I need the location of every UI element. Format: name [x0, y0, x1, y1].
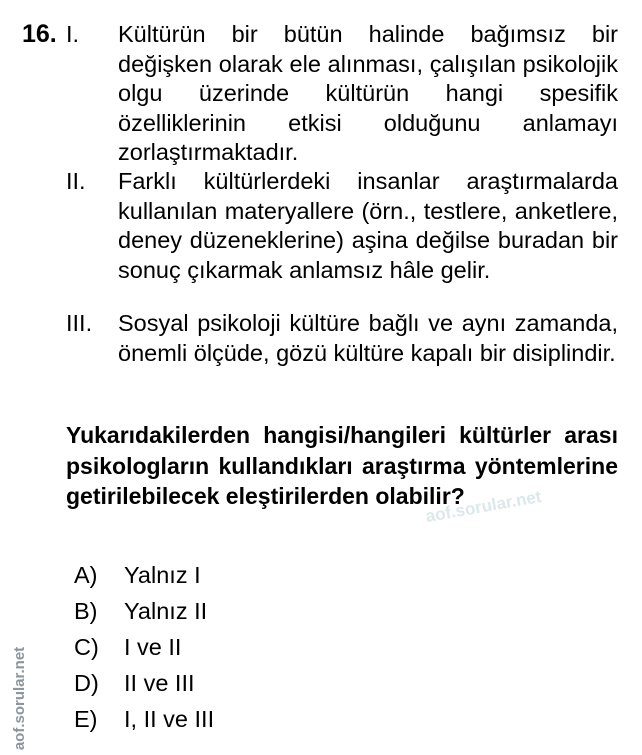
side-watermark: aof.sorular.net — [11, 646, 29, 751]
statement-3-numeral: III. — [66, 310, 93, 336]
option-b-letter: B) — [74, 598, 98, 624]
option-c[interactable] — [74, 632, 181, 662]
question-stem: Yukarıdakilerden hangisi/hangileri kültürler arası psikologların kullandıkları araştırma yöntemlerine getirilebilecek eleştirilerden olabilir? — [66, 422, 618, 509]
statement-1-numeral: I. — [66, 21, 80, 47]
option-c-text: I ve II — [124, 634, 182, 660]
option-d[interactable] — [74, 668, 195, 698]
statement-2 — [66, 167, 618, 285]
option-c-letter: C) — [74, 634, 99, 660]
option-d-text: II ve III — [124, 670, 195, 696]
center-watermark: aof.sorular.net — [424, 486, 543, 527]
statement-3-text: Sosyal psikoloji kültüre bağlı ve aynı zamanda, önemli ölçüde, gözü kültüre kapalı bir disiplindir. — [118, 310, 618, 366]
option-e[interactable] — [74, 704, 214, 734]
statement-2-numeral: II. — [66, 168, 86, 194]
option-a[interactable] — [74, 560, 201, 590]
statement-2-text: Farklı kültürlerdeki insanlar araştırmalarda kullanılan materyallere (örn., testlere, anketlere, deney düzeneklerine) aşina değilse buradan bir sonuç çıkarmak anlamsız hâle gelir. — [118, 168, 618, 283]
option-e-text: I, II ve III — [124, 706, 215, 732]
option-b[interactable] — [74, 596, 207, 626]
option-d-letter: D) — [74, 670, 99, 696]
statement-1 — [66, 20, 618, 168]
option-b-text: Yalnız II — [124, 598, 208, 624]
option-a-text: Yalnız I — [124, 562, 201, 588]
option-e-letter: E) — [74, 706, 98, 732]
statement-1-text: Kültürün bir bütün halinde bağımsız bir değişken olarak ele alınması, çalışılan psikolojik olgu üzerinde kültürün hangi spesifik özelliklerinin etkisi olduğunu anlamayı zorlaştırmaktadır. — [118, 21, 618, 165]
question-number: 16. — [22, 20, 57, 48]
statement-3 — [66, 309, 618, 368]
option-a-letter: A) — [74, 562, 98, 588]
